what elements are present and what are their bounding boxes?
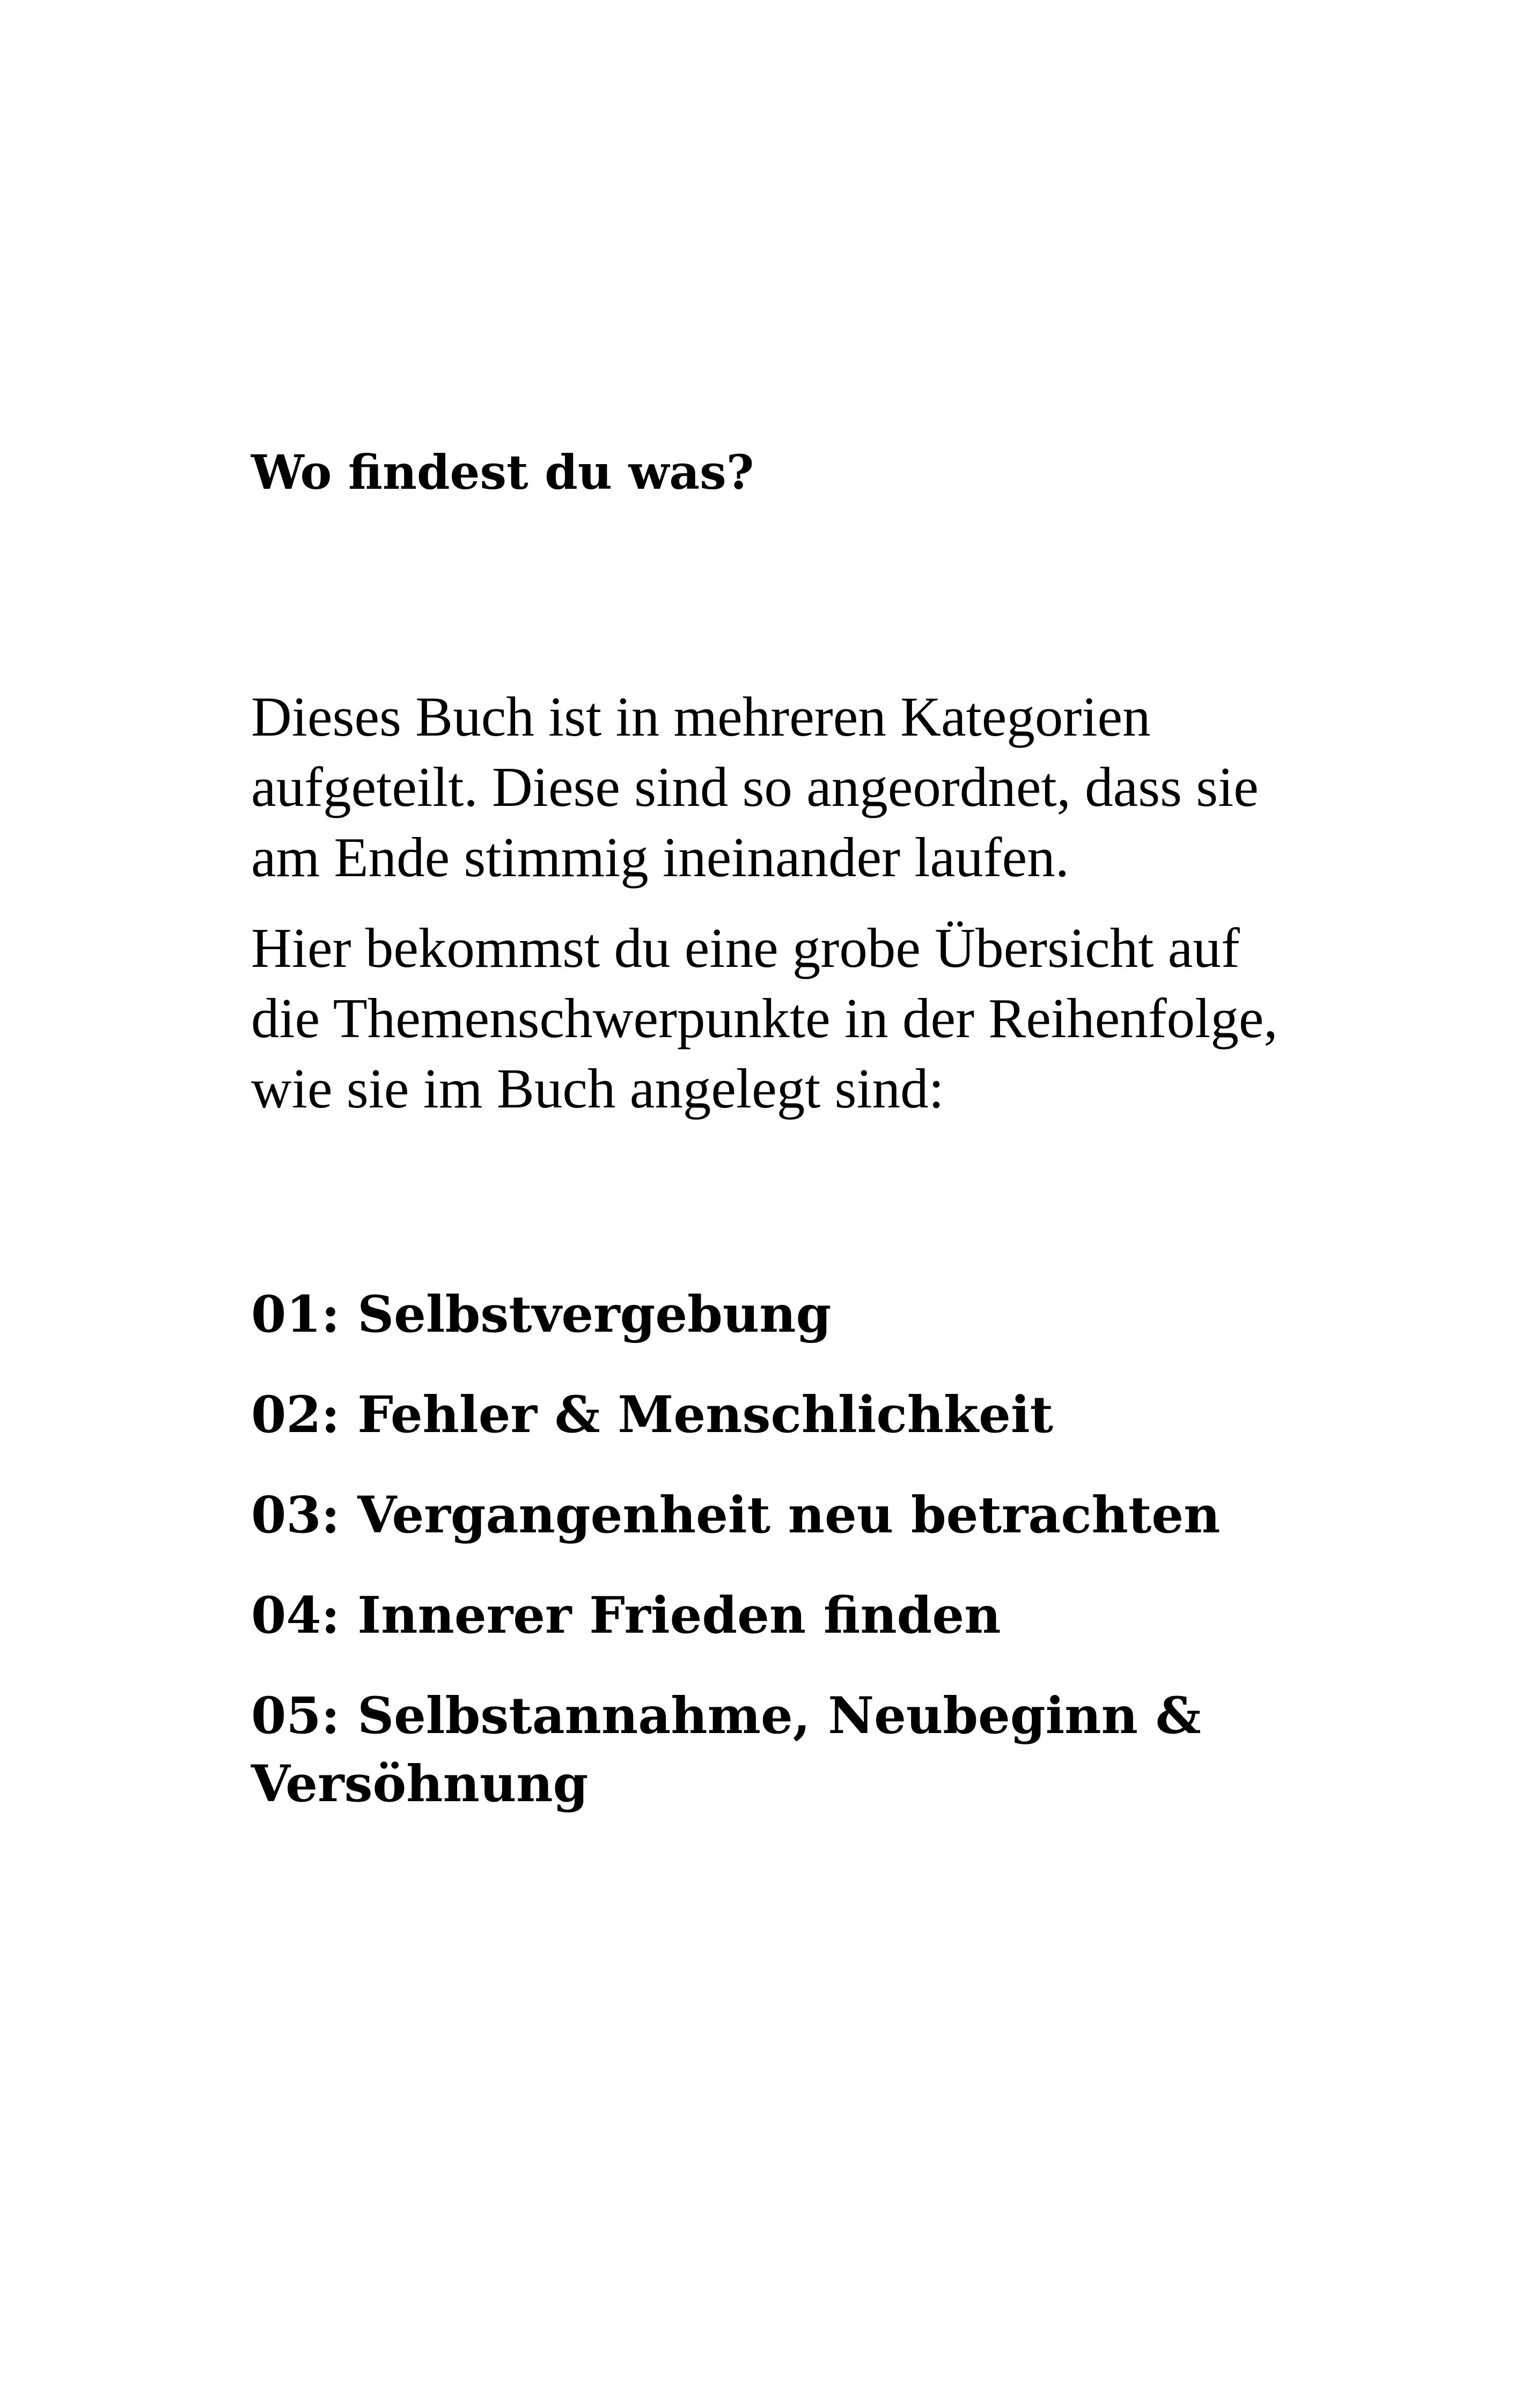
category-item-05: 05: Selbstannahme, Neubeginn & Versöhnung	[251, 1686, 1201, 1814]
intro-paragraph: Dieses Buch ist in mehreren Kategorien aufgeteilt. Diese sind so angeordnet, dass sie am Ende stimmig ineinander laufen.	[251, 685, 1259, 889]
overview-paragraph: Hier bekommst du eine grobe Übersicht auf die Themenschwerpunkte in der Reihenfolge, wie sie im Buch angelegt sind:	[251, 916, 1278, 1120]
page-content	[251, 440, 1303, 1851]
category-list	[251, 1281, 1303, 1818]
category-item-04: 04: Innerer Frieden finden	[251, 1586, 1001, 1645]
page-heading: Wo findest du was?	[251, 444, 754, 500]
category-item-03: 03: Vergangenheit neu betrachten	[251, 1486, 1221, 1545]
category-item-01: 01: Selbstvergebung	[251, 1285, 832, 1344]
category-item-02: 02: Fehler & Menschlichkeit	[251, 1385, 1054, 1444]
